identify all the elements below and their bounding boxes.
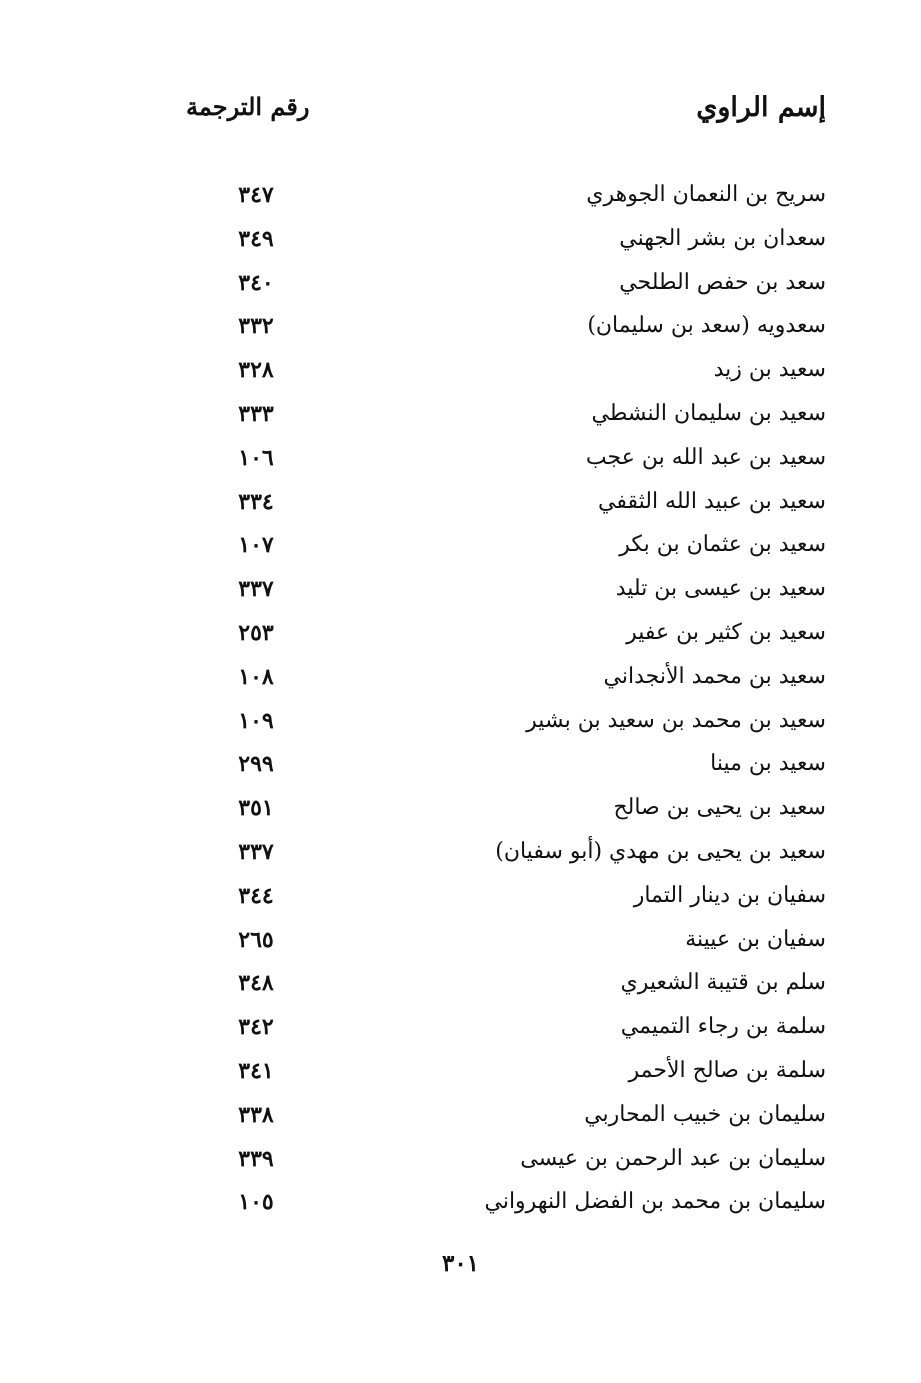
list-item [225,355,826,399]
biography-number: ٢٥٣ [238,619,274,646]
list-item [225,749,826,793]
biography-number: ٣٤١ [238,1057,274,1084]
biography-number: ٣٣٧ [238,838,274,865]
list-item [225,1144,826,1188]
narrator-name: سلم بن قتيبة الشعيري [620,970,826,996]
narrator-name: سعيد بن كثير بن عفير [626,619,826,645]
list-item [225,487,826,531]
page-number: ٣٠١ [441,1250,480,1277]
narrator-name: سفيان بن عيينة [685,926,826,952]
narrator-name: سليمان بن عبد الرحمن بن عيسى [520,1145,826,1171]
narrator-name-heading: إسم الراوي [696,92,826,123]
biography-number: ٣٤٢ [238,1014,274,1041]
list-item [225,662,826,706]
narrator-name: سعيد بن سليمان النشطي [591,400,826,426]
narrator-name: سعيد بن محمد بن سعيد بن بشير [526,707,826,733]
list-item [225,881,826,925]
biography-number: ٣٤٧ [238,182,274,208]
narrator-name: سعيد بن عثمان بن بكر [619,532,826,558]
narrator-name: سعيد بن عبد الله بن عجب [585,444,826,470]
biography-number: ٣٣٧ [238,576,274,603]
list-item [225,443,826,487]
biography-number: ٣٣٤ [238,488,274,515]
list-item [225,1187,826,1231]
narrator-name: سعدان بن بشر الجهني [619,225,826,251]
list-item [225,618,826,662]
list-item [225,1012,826,1056]
narrator-name: سعيد بن يحيى بن مهدي (أبو سفيان) [495,838,826,864]
narrator-name: سريح بن النعمان الجوهري [586,182,826,207]
narrator-name: سفيان بن دينار التمار [633,882,826,908]
narrator-name: سعيد بن عبيد الله الثقفي [598,488,826,514]
biography-number: ١٠٨ [238,663,274,690]
narrator-name: سعيد بن زيد [713,357,826,383]
narrator-name: سعيد بن مينا [710,751,826,777]
biography-number: ٣٣٨ [238,1101,274,1128]
list-item [225,574,826,618]
list-item [225,793,826,837]
biography-number: ٣٣٣ [238,400,274,427]
biography-number: ١٠٩ [238,707,274,734]
biography-number: ٣٣٩ [238,1145,274,1172]
list-item [225,311,826,355]
list-item [225,530,826,574]
narrator-name: سعد بن حفص الطلحي [619,269,826,295]
narrator-name: سعيد بن عيسى بن تليد [615,576,826,602]
narrator-name: سليمان بن محمد بن الفضل النهرواني [484,1189,826,1215]
biography-number: ٣٢٨ [238,357,274,384]
list-item [225,925,826,969]
biography-number: ٣٤٩ [238,225,274,252]
biography-number-heading: رقم الترجمة [186,92,310,121]
narrator-name: سعيد بن يحيى بن صالح [613,795,826,821]
biography-number: ٢٦٥ [238,926,274,953]
biography-number: ٣٤٨ [238,970,274,997]
list-item [225,180,826,224]
biography-number: ٣٣٢ [238,313,274,340]
biography-number: ١٠٥ [238,1189,274,1216]
biography-number: ١٠٦ [238,444,274,471]
list-item [225,224,826,268]
narrator-name: سلمة بن رجاء التميمي [620,1014,826,1040]
narrator-name: سعدويه (سعد بن سليمان) [587,313,826,339]
list-item [225,268,826,312]
list-item [225,1056,826,1100]
list-item [225,1100,826,1144]
narrator-name: سليمان بن خبيب المحاربي [584,1101,826,1127]
biography-number: ٣٤٠ [238,269,274,296]
list-item [225,399,826,443]
list-item [225,706,826,750]
biography-number: ٣٥١ [238,795,274,822]
list-item [225,837,826,881]
list-item [225,968,826,1012]
biography-number: ١٠٧ [238,532,274,559]
narrator-name: سلمة بن صالح الأحمر [628,1057,826,1083]
narrator-list [225,180,826,1231]
biography-number: ٣٤٤ [238,882,274,909]
narrator-name: سعيد بن محمد الأنجداني [603,663,826,689]
biography-number: ٢٩٩ [238,751,274,778]
table-header [180,92,826,142]
